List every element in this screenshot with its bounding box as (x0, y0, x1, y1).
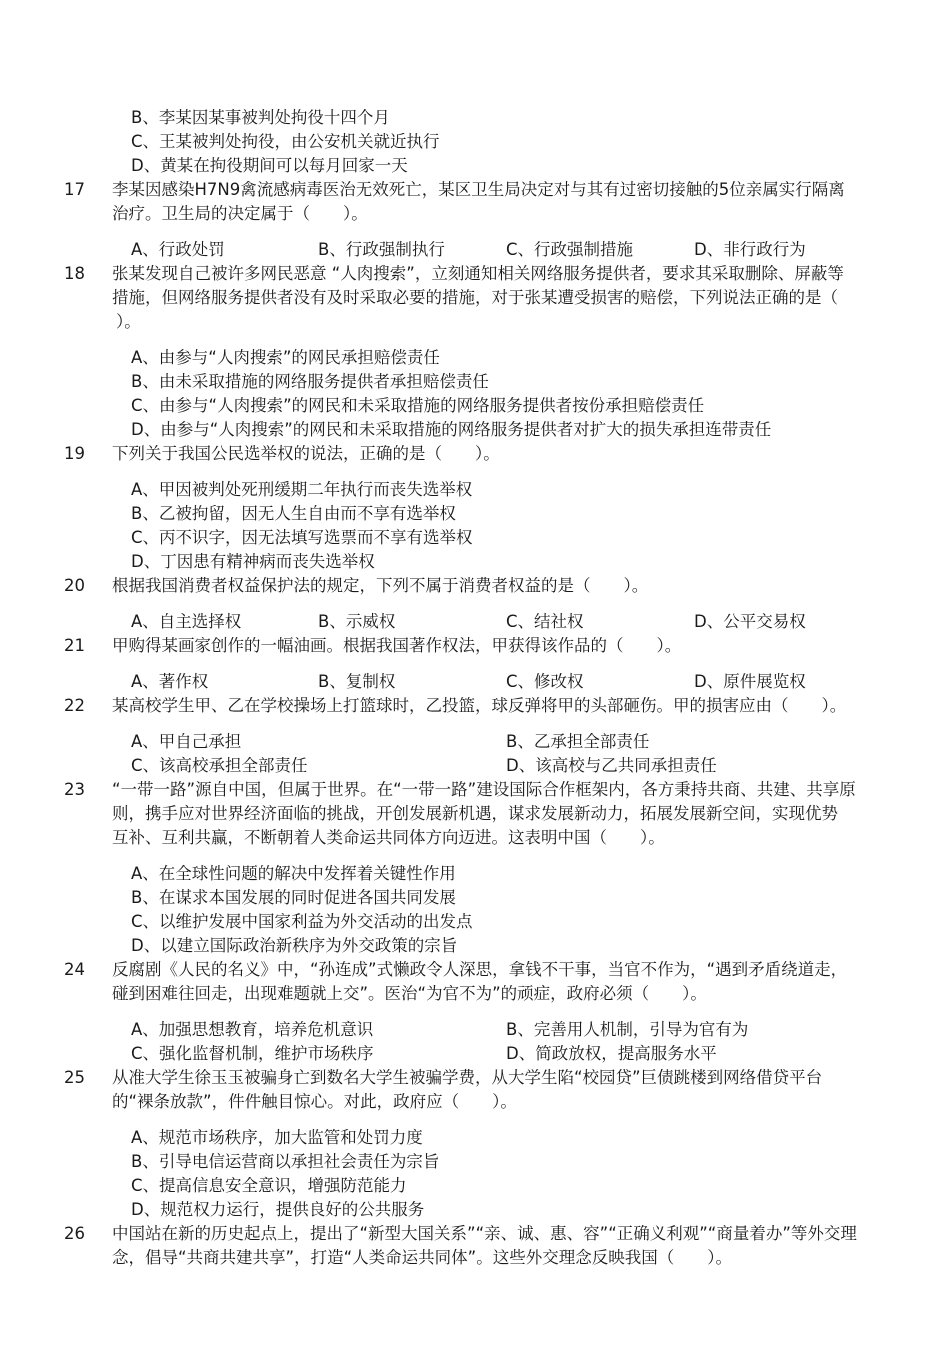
q17-option-d: D、非行政行为 (694, 240, 806, 259)
q18-text-line2: 措施，但网络服务提供者没有及时采取必要的措施，对于张某遭受损害的赔偿，下列说法正确的是（ (112, 288, 838, 307)
q23-text-line1: “一带一路”源自中国，但属于世界。在“一带一路”建设国际合作框架内，各方秉持共商、共建、共享原 (112, 780, 856, 799)
q19-text-line1: 下列关于我国公民选举权的说法，正确的是（ ）。 (112, 444, 500, 463)
q16-option-c: C、王某被判处拘役，由公安机关就近执行 (131, 132, 440, 151)
q18-option-d: D、由参与“人肉搜索”的网民和未采取措施的网络服务提供者对扩大的损失承担连带责任 (131, 420, 772, 439)
q17-text-line2: 治疗。卫生局的决定属于（ ）。 (112, 204, 368, 223)
q25-number: 25 (64, 1068, 85, 1087)
q20-option-a: A、自主选择权 (131, 612, 242, 631)
q19-option-a: A、甲因被判处死刑缓期二年执行而丧失选举权 (131, 480, 473, 499)
q21-text-line1: 甲购得某画家创作的一幅油画。根据我国著作权法，甲获得该作品的（ ）。 (112, 636, 682, 655)
q25-text-line2: 的“裸条放款”，件件触目惊心。对此，政府应（ ）。 (112, 1092, 517, 1111)
q19-option-d: D、丁因患有精神病而丧失选举权 (131, 552, 375, 571)
q25-option-b: B、引导电信运营商以承担社会责任为宗旨 (131, 1152, 440, 1171)
q20-text-line1: 根据我国消费者权益保护法的规定，下列不属于消费者权益的是（ ）。 (112, 576, 649, 595)
q21-option-d: D、原件展览权 (694, 672, 806, 691)
q18-text-line3: ）。 (116, 312, 141, 331)
q20-number: 20 (64, 576, 85, 595)
q26-number: 26 (64, 1224, 85, 1243)
q21-option-c: C、修改权 (506, 672, 584, 691)
q19-option-b: B、乙被拘留，因无人生自由而不享有选举权 (131, 504, 456, 523)
q17-number: 17 (64, 180, 85, 199)
q25-option-d: D、规范权力运行，提供良好的公共服务 (131, 1200, 425, 1219)
q18-number: 18 (64, 264, 85, 283)
q23-option-c: C、以维护发展中国家利益为外交活动的出发点 (131, 912, 473, 931)
q22-number: 22 (64, 696, 85, 715)
q25-option-a: A、规范市场秩序，加大监管和处罚力度 (131, 1128, 423, 1147)
q22-option-b: B、乙承担全部责任 (506, 732, 650, 751)
q25-option-c: C、提高信息安全意识，增强防范能力 (131, 1176, 407, 1195)
q17-option-a: A、行政处罚 (131, 240, 225, 259)
q19-option-c: C、丙不识字，因无法填写选票而不享有选举权 (131, 528, 473, 547)
q26-text-line1: 中国站在新的历史起点上，提出了“新型大国关系”“亲、诚、惠、容”“正确义利观”“商量着办”等外交理 (112, 1224, 857, 1243)
q18-option-b: B、由未采取措施的网络服务提供者承担赔偿责任 (131, 372, 489, 391)
q24-text-line2: 碰到困难往回走，出现难题就上交”。医治“为官不为”的顽症，政府必须（ ）。 (112, 984, 707, 1003)
q16-option-b: B、李某因某事被判处拘役十四个月 (131, 108, 390, 127)
q22-option-a: A、甲自己承担 (131, 732, 242, 751)
q24-option-a: A、加强思想教育，培养危机意识 (131, 1020, 374, 1039)
q22-option-d: D、该高校与乙共同承担责任 (506, 756, 717, 775)
q17-text-line1: 李某因感染H7N9禽流感病毒医治无效死亡，某区卫生局决定对与其有过密切接触的5位亲属实行隔离 (112, 180, 845, 199)
q24-text-line1: 反腐剧《人民的名义》中，“孙连成”式懒政令人深思，拿钱不干事，当官不作为，“遇到矛盾绕道走， (112, 960, 848, 979)
q24-option-b: B、完善用人机制，引导为官有为 (506, 1020, 749, 1039)
q23-number: 23 (64, 780, 85, 799)
q17-option-c: C、行政强制措施 (506, 240, 634, 259)
q26-text-line2: 念，倡导“共商共建共享”，打造“人类命运共同体”。这些外交理念反映我国（ ）。 (112, 1248, 732, 1267)
q23-text-line2: 则，携手应对世界经济面临的挑战，开创发展新机遇，谋求发展新动力，拓展发展新空间，实现优势 (112, 804, 838, 823)
q23-option-b: B、在谋求本国发展的同时促进各国共同发展 (131, 888, 456, 907)
q24-option-d: D、简政放权，提高服务水平 (506, 1044, 717, 1063)
q22-option-c: C、该高校承担全部责任 (131, 756, 308, 775)
q21-option-a: A、著作权 (131, 672, 209, 691)
q22-text-line1: 某高校学生甲、乙在学校操场上打篮球时，乙投篮，球反弹将甲的头部砸伤。甲的损害应由（ ）。 (112, 696, 847, 715)
q18-text-line1: 张某发现自己被许多网民恶意 “人肉搜索”，立刻通知相关网络服务提供者，要求其采取删除、屏蔽等 (112, 264, 844, 283)
q20-option-c: C、结社权 (506, 612, 584, 631)
q24-option-c: C、强化监督机制，维护市场秩序 (131, 1044, 374, 1063)
q25-text-line1: 从准大学生徐玉玉被骗身亡到数名大学生被骗学费，从大学生陷“校园贷”巨债跳楼到网络借贷平台 (112, 1068, 823, 1087)
q21-number: 21 (64, 636, 85, 655)
q19-number: 19 (64, 444, 85, 463)
q16-option-d: D、黄某在拘役期间可以每月回家一天 (131, 156, 408, 175)
q20-option-b: B、示威权 (318, 612, 396, 631)
q17-option-b: B、行政强制执行 (318, 240, 445, 259)
q23-text-line3: 互补、互利共赢，不断朝着人类命运共同体方向迈进。这表明中国（ ）。 (112, 828, 665, 847)
q18-option-a: A、由参与“人肉搜索”的网民承担赔偿责任 (131, 348, 440, 367)
q24-number: 24 (64, 960, 85, 979)
q18-option-c: C、由参与“人肉搜索”的网民和未采取措施的网络服务提供者按份承担赔偿责任 (131, 396, 705, 415)
q23-option-a: A、在全球性问题的解决中发挥着关键性作用 (131, 864, 456, 883)
q21-option-b: B、复制权 (318, 672, 396, 691)
q23-option-d: D、以建立国际政治新秩序为外交政策的宗旨 (131, 936, 458, 955)
q20-option-d: D、公平交易权 (694, 612, 806, 631)
